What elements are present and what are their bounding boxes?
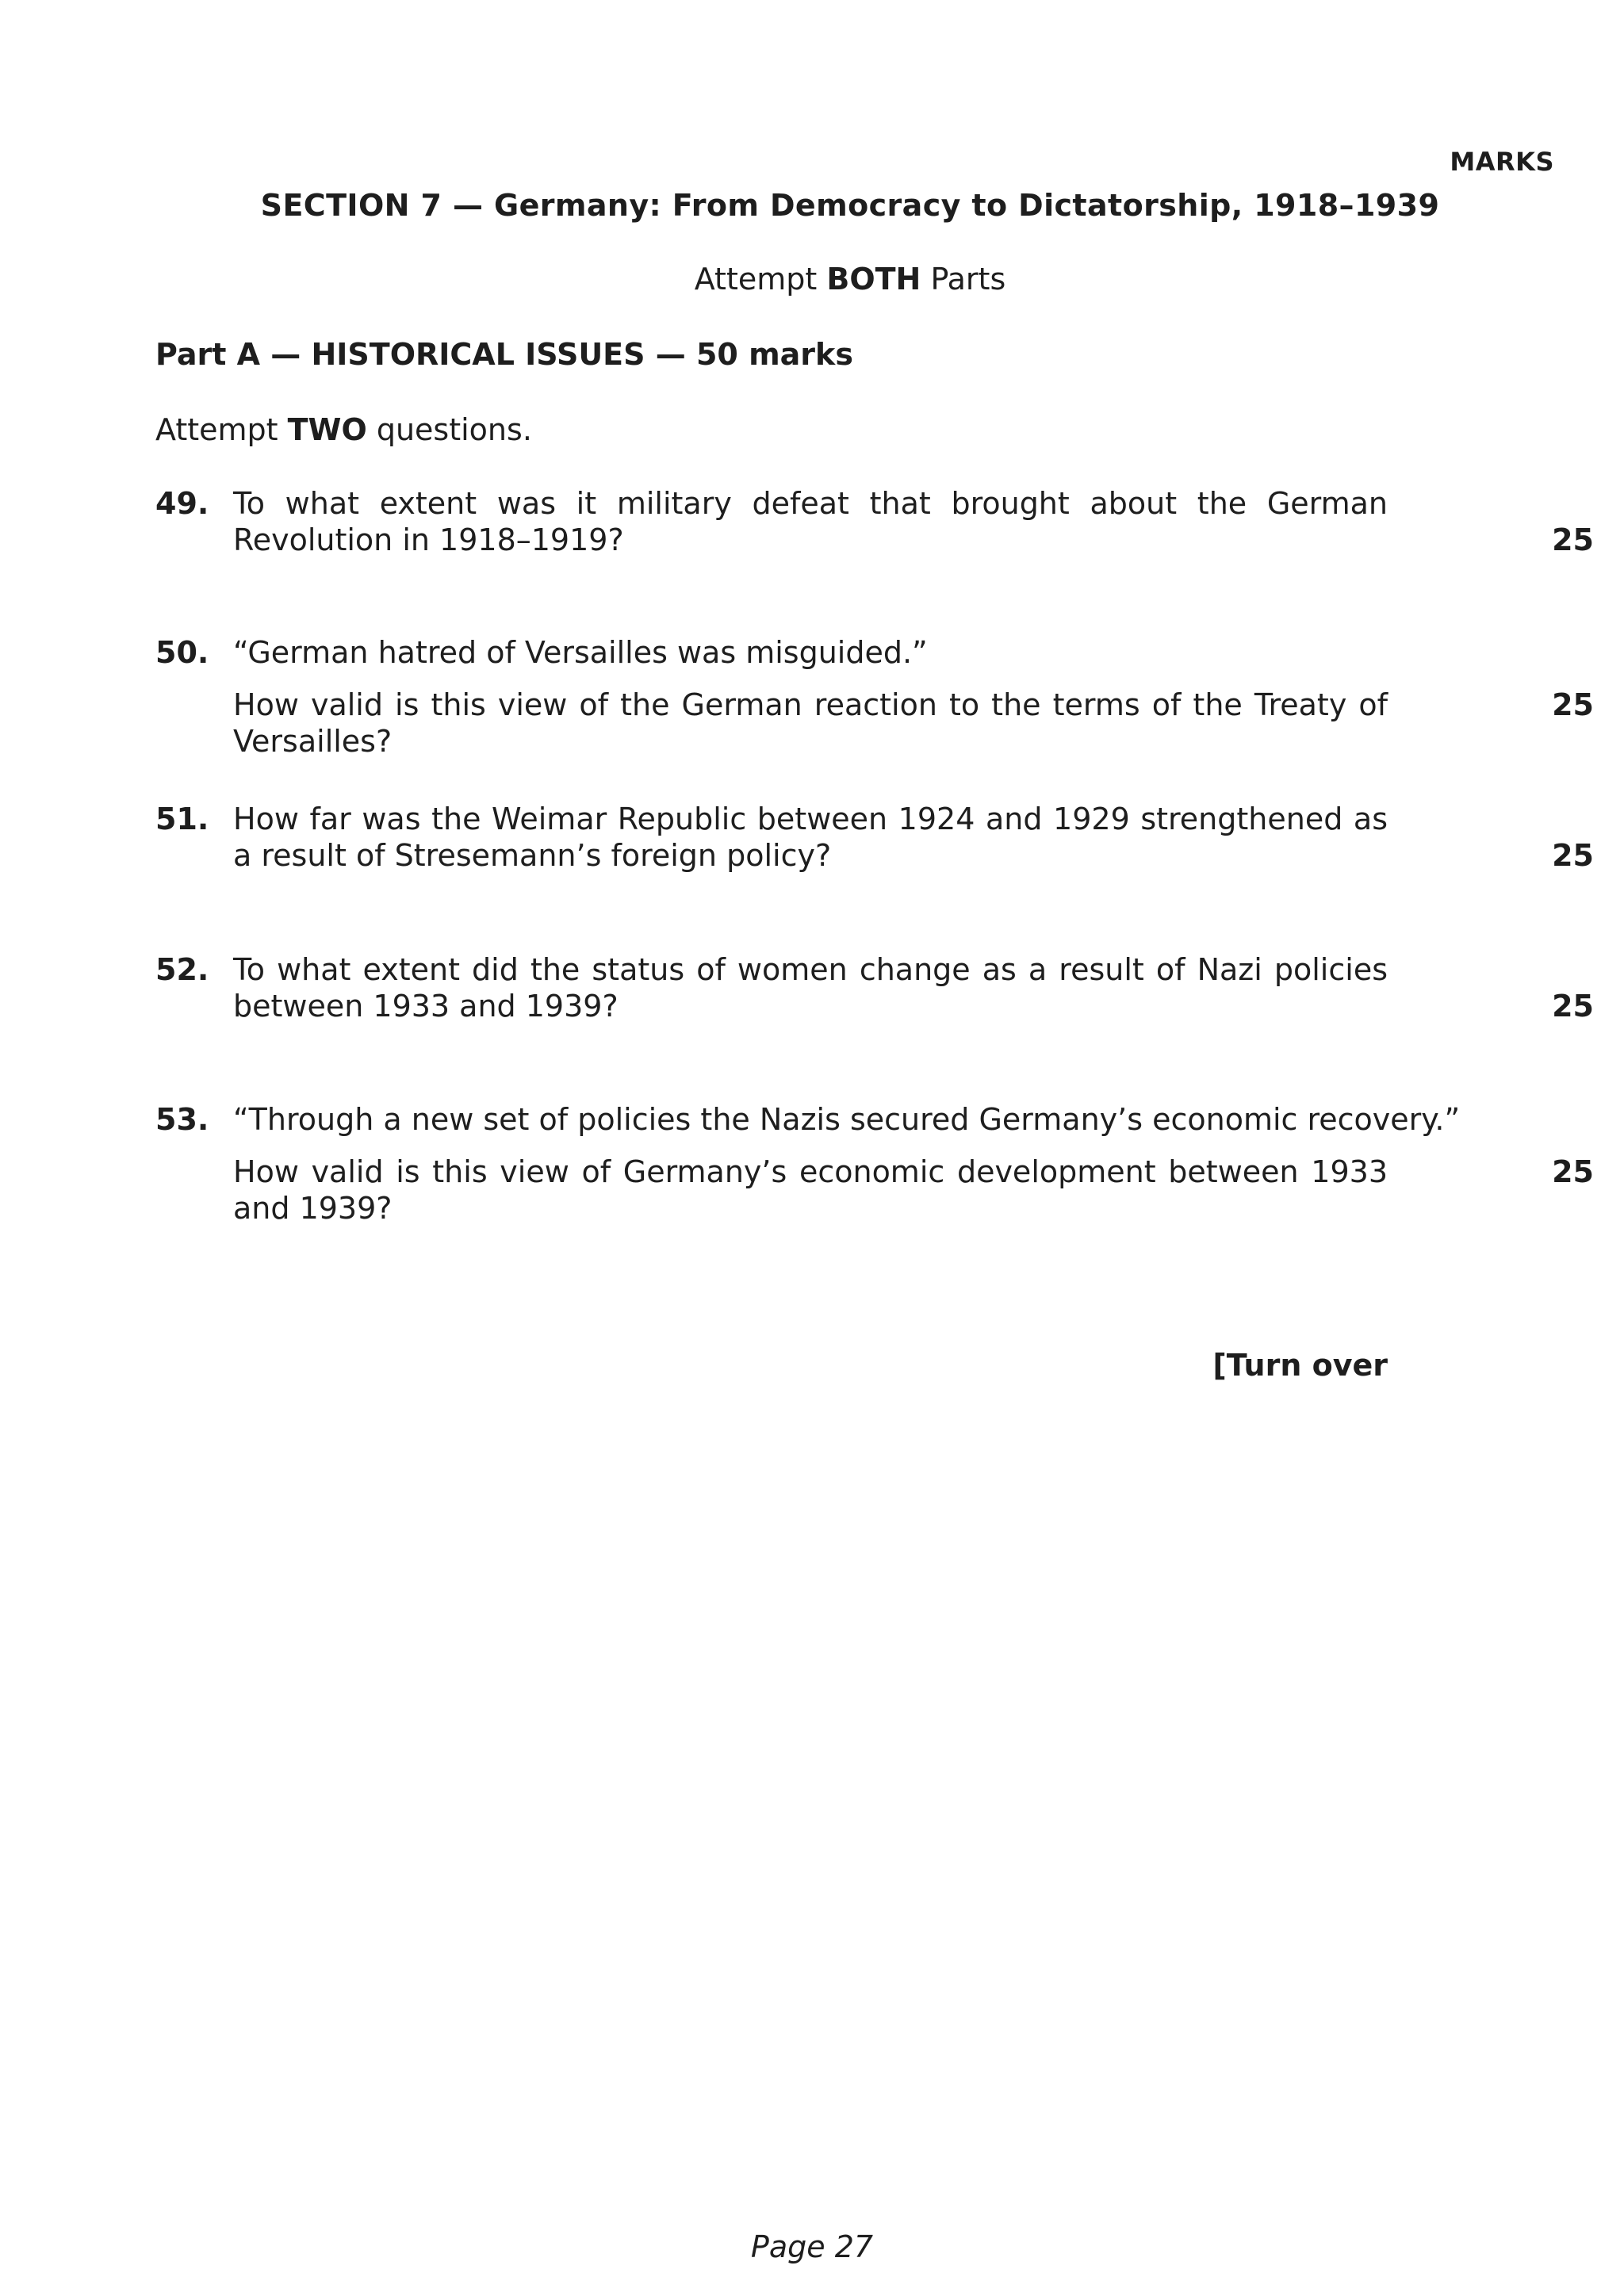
part-instruction-emphasis: TWO <box>287 412 367 447</box>
marks-column-header: MARKS <box>1450 147 1554 177</box>
question-text: To what extent did the status of women change as a result of Nazi policies between 1933 and 1939? <box>233 952 1388 1024</box>
question-marks: 25 <box>1552 989 1594 1024</box>
part-instruction-suffix: questions. <box>366 412 532 447</box>
question-quote: “Through a new set of policies the Nazis secured Germany’s economic recovery.” <box>233 1102 1461 1137</box>
question-marks: 25 <box>1552 522 1594 557</box>
question-marks: 25 <box>1552 838 1594 873</box>
attempt-both-instruction <box>155 262 1545 297</box>
section-title: SECTION 7 — Germany: From Democracy to Dictatorship, 1918–1939 <box>260 188 1440 223</box>
attempt-suffix: Parts <box>921 262 1006 297</box>
attempt-emphasis: BOTH <box>826 262 921 297</box>
question-number: 52. <box>155 952 209 987</box>
question-text: How valid is this view of Germany’s economic development between 1933 and 1939? <box>233 1154 1388 1226</box>
question-marks: 25 <box>1552 1154 1594 1189</box>
attempt-prefix: Attempt <box>694 262 827 297</box>
question-number: 51. <box>155 802 209 836</box>
question-number: 50. <box>155 635 209 670</box>
part-a-heading: Part A — HISTORICAL ISSUES — 50 marks <box>155 337 853 372</box>
question-number: 49. <box>155 486 209 521</box>
part-instruction-prefix: Attempt <box>155 412 288 447</box>
question-marks: 25 <box>1552 687 1594 722</box>
question-text: How valid is this view of the German reaction to the terms of the Treaty of Versailles? <box>233 687 1388 759</box>
question-number: 53. <box>155 1102 209 1137</box>
page-number: Page 27 <box>750 2229 874 2264</box>
question-quote: “German hatred of Versailles was misguided.” <box>233 635 928 670</box>
question-text: How far was the Weimar Republic between 1924 and 1929 strengthened as a result of Stresemann’s foreign policy? <box>233 802 1388 873</box>
part-a-instruction <box>155 412 532 447</box>
question-text: To what extent was it military defeat that brought about the German Revolution in 1918–1919? <box>233 486 1388 557</box>
turn-over-note: [Turn over <box>1212 1348 1388 1383</box>
